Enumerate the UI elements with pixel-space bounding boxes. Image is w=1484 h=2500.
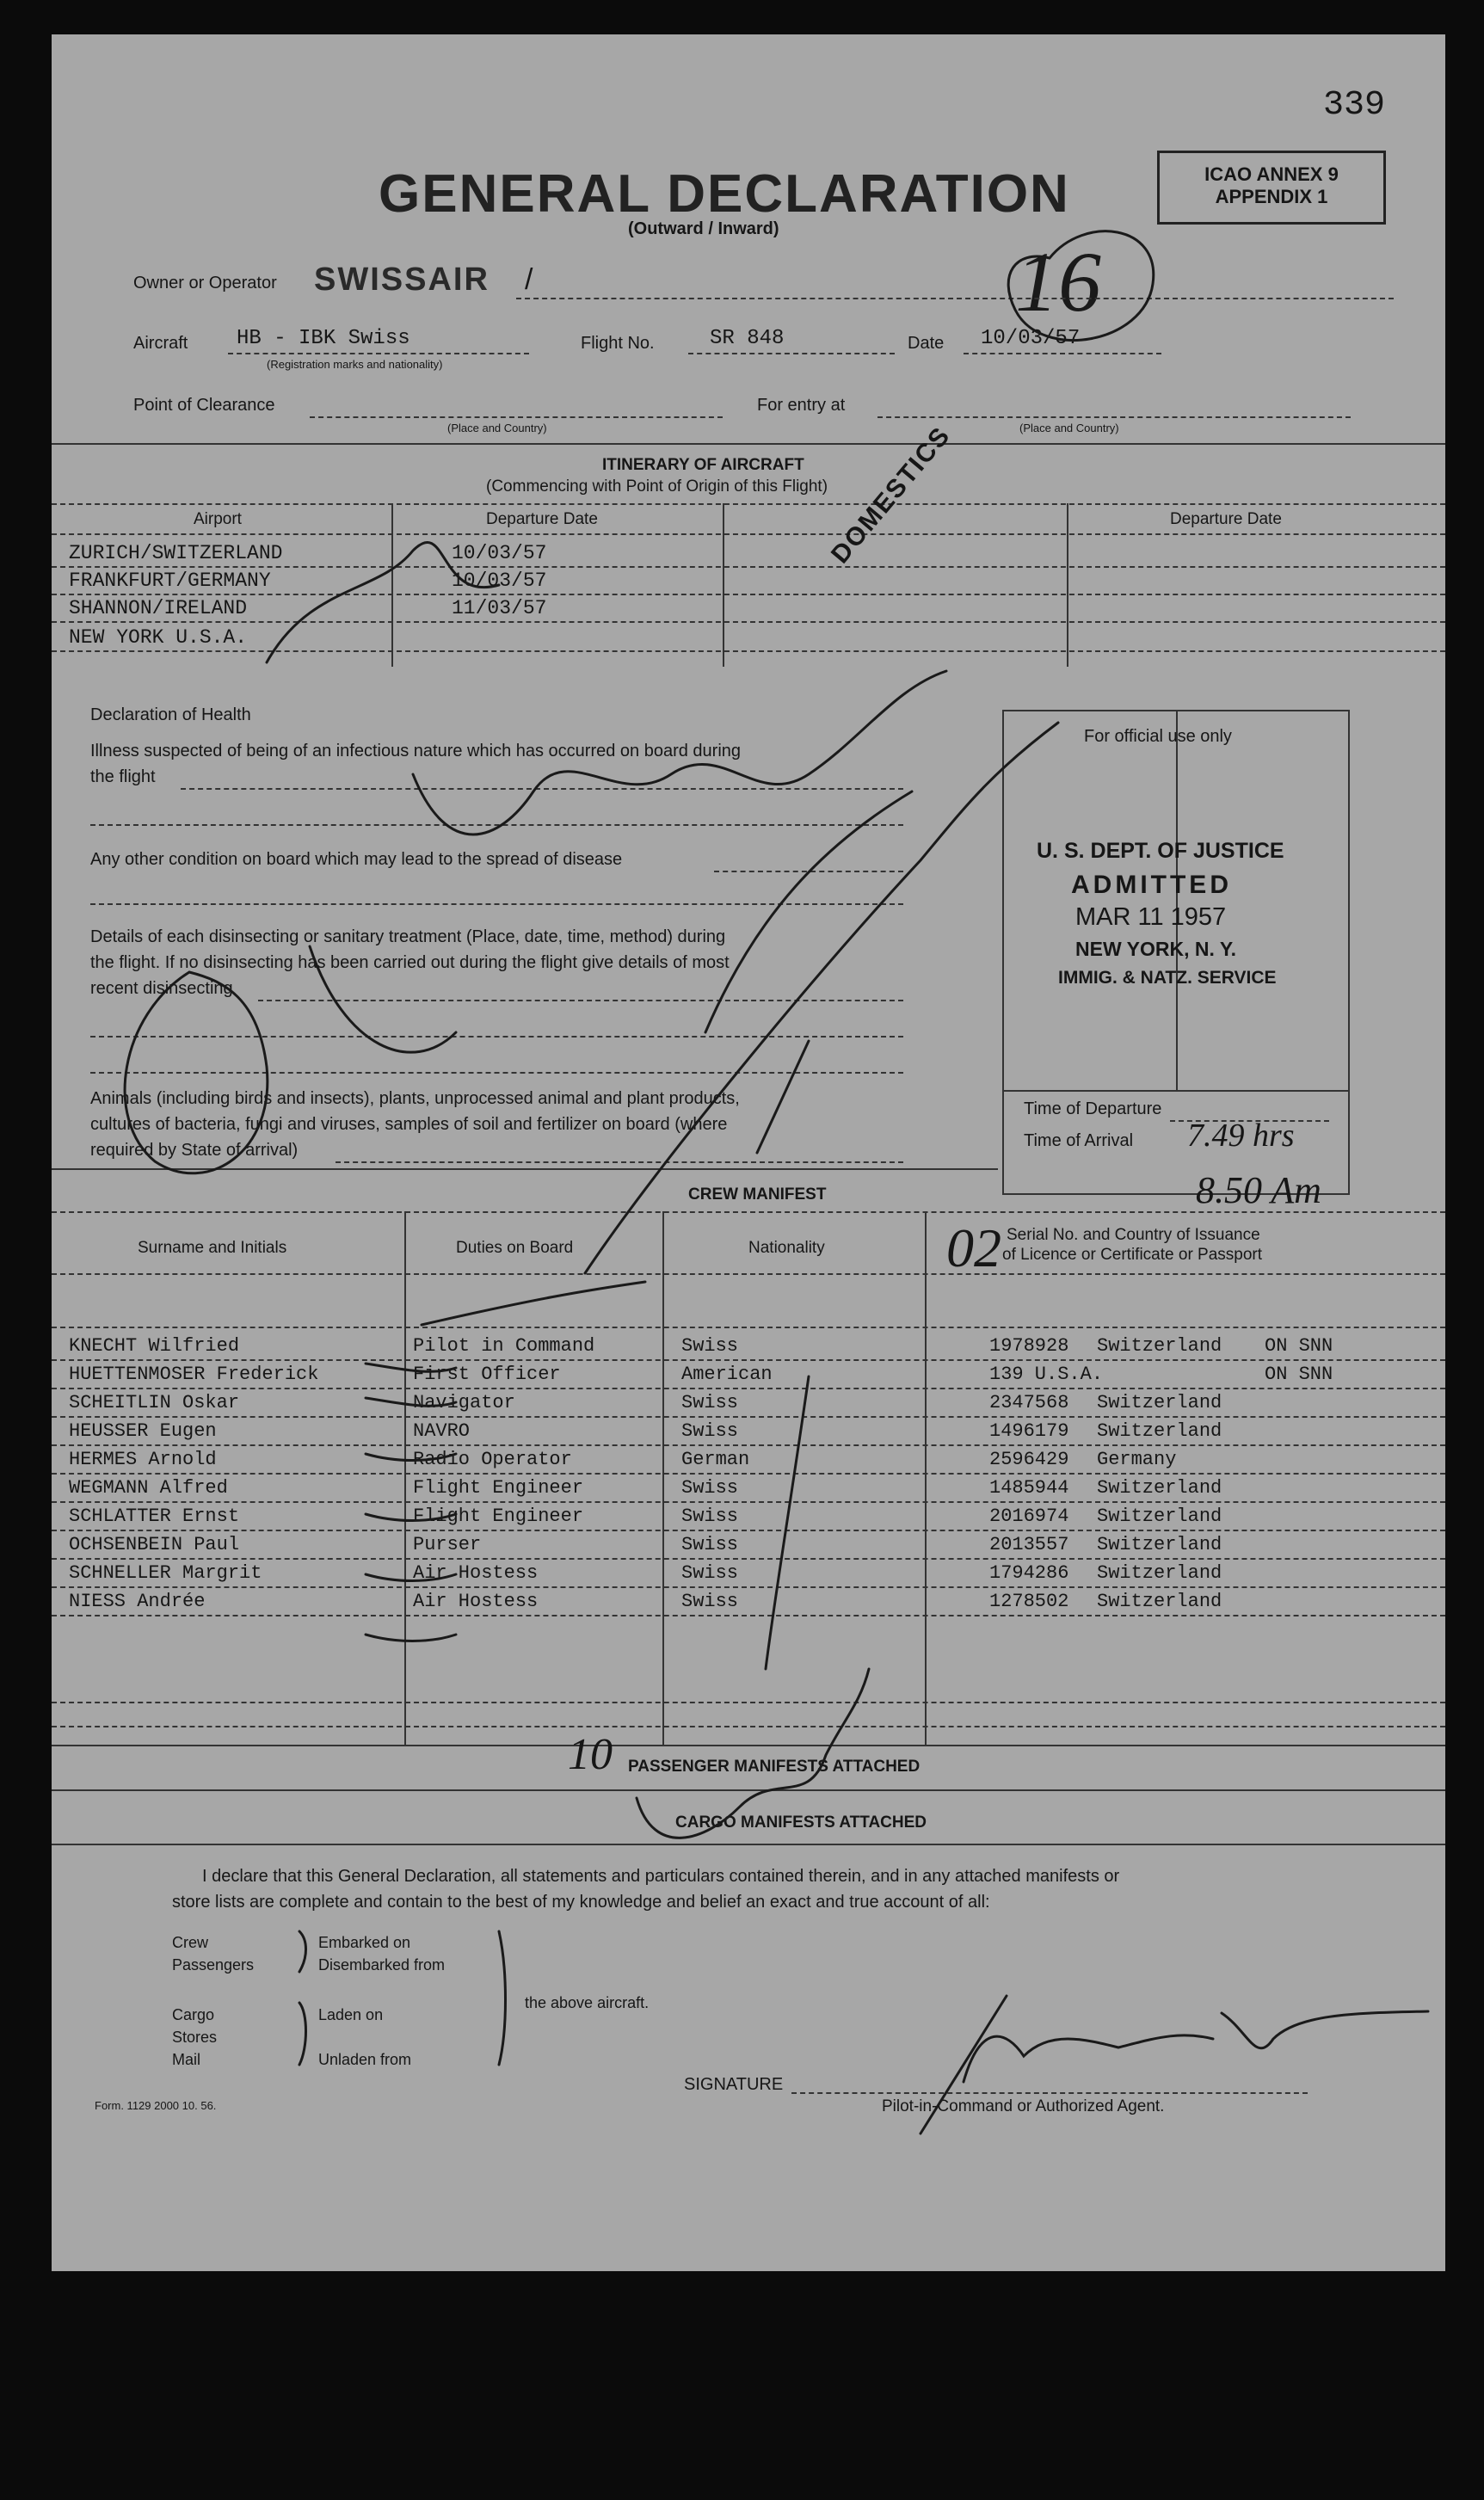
crew-serial: 2016974: [989, 1506, 1069, 1527]
circled-number: 16: [1015, 234, 1101, 329]
handwriting-overlay: [52, 34, 1445, 2271]
crew-serial: 1978928: [989, 1335, 1069, 1357]
crew-serial: 2347568: [989, 1392, 1069, 1413]
declaration-mail: Mail: [172, 2051, 201, 2068]
signature-role: Pilot-in-Command or Authorized Agent.: [882, 2097, 1165, 2115]
itinerary-airport: NEW YORK U.S.A.: [69, 626, 248, 649]
crew-nationality: Swiss: [681, 1506, 739, 1527]
health-q4-line1: Animals (including birds and insects), plants, unprocessed animal and plant products,: [90, 1089, 740, 1108]
captain-signature-stroke: [921, 1996, 1007, 2134]
itinerary-date: 10/03/57: [452, 542, 547, 564]
health-q4-line2: cultures of bacteria, fungi and viruses, samples of soil and fertilizer on board (where: [90, 1115, 728, 1134]
itinerary-title: ITINERARY OF AIRCRAFT: [602, 456, 804, 474]
crew-name: NIESS Andrée: [69, 1591, 206, 1612]
crew-nationality: Swiss: [681, 1477, 739, 1499]
declaration-cargo: Cargo: [172, 2006, 215, 2023]
declaration-bracket-3: [499, 1931, 506, 2065]
aircraft-value: HB - IBK Swiss: [237, 327, 410, 350]
page-number: 339: [1323, 86, 1386, 125]
circle-annotation-mark: [1008, 231, 1154, 341]
handwritten-time: 8.50 Am: [1196, 1169, 1321, 1211]
declaration-laden: Laden on: [318, 2006, 384, 2023]
handwritten-count: 10: [568, 1730, 613, 1779]
aircraft-note: (Registration marks and nationality): [267, 358, 443, 371]
declaration-line1: I declare that this General Declaration, all statements and particulars contained therein, and in any attached manifests or: [202, 1867, 1120, 1886]
itinerary-col-departure: Departure Date: [486, 510, 598, 528]
stamp-line-3: MAR 11 1957: [1075, 903, 1227, 931]
crew-serial: 2596429: [989, 1449, 1069, 1470]
itinerary-airport: ZURICH/SWITZERLAND: [69, 542, 283, 564]
large-loop-left: [125, 972, 268, 1173]
signature-scribble-top: [267, 542, 499, 662]
crew-country: Switzerland: [1097, 1506, 1222, 1527]
crew-duty: Radio Operator: [413, 1449, 572, 1470]
stamp-line-5: IMMIG. & NATZ. SERVICE: [1058, 968, 1277, 988]
crew-serial: 1496179: [989, 1420, 1069, 1442]
stamp-line-4: NEW YORK, N. Y.: [1075, 938, 1237, 960]
crew-annotation: 02: [946, 1217, 1001, 1278]
crew-row-tick-2: [366, 1398, 456, 1406]
signature-scribble-mid: [413, 671, 946, 834]
health-q1-line2: the flight: [90, 767, 156, 786]
crew-duty: Air Hostess: [413, 1591, 539, 1612]
arrival-time-label: Time of Arrival: [1024, 1131, 1134, 1150]
crew-duty: Flight Engineer: [413, 1506, 584, 1527]
crew-country: Switzerland: [1097, 1591, 1222, 1612]
crew-col-serial-line1: Serial No. and Country of Issuance: [1007, 1226, 1260, 1244]
crew-name: SCHLATTER Ernst: [69, 1506, 240, 1527]
crew-duty: Flight Engineer: [413, 1477, 584, 1499]
diagonal-stroke-center-2: [705, 791, 912, 1032]
declaration-stores: Stores: [172, 2029, 218, 2046]
health-q3-line2: the flight. If no disinsecting has been carried out during the flight give details of most: [90, 953, 730, 972]
itinerary-subtitle: (Commencing with Point of Origin of this Flight): [486, 477, 828, 496]
crew-country: Switzerland: [1097, 1534, 1222, 1555]
itinerary-date: 10/03/57: [452, 570, 547, 592]
crew-country: Switzerland: [1097, 1335, 1222, 1357]
crew-duty: Pilot in Command: [413, 1335, 595, 1357]
crew-col-name: Surname and Initials: [138, 1239, 287, 1257]
crew-row-tick-5: [366, 1574, 456, 1581]
itinerary-airport: FRANKFURT/GERMANY: [69, 570, 271, 592]
form-subtitle: (Outward / Inward): [628, 219, 779, 238]
crew-name: HEUSSER Eugen: [69, 1420, 217, 1442]
health-q4-line3: required by State of arrival): [90, 1141, 299, 1160]
crew-nationality: Swiss: [681, 1335, 739, 1357]
annex-line-1: ICAO ANNEX 9: [1204, 163, 1339, 185]
declaration-bracket-1: [299, 1931, 306, 1972]
crew-duty: Navigator: [413, 1392, 515, 1413]
crew-name: WEGMANN Alfred: [69, 1477, 228, 1499]
itinerary-col-departure-right: Departure Date: [1170, 510, 1282, 528]
diagonal-stroke-center: [585, 723, 1058, 1273]
crew-name: HERMES Arnold: [69, 1449, 217, 1470]
crew-row-tick-3: [366, 1454, 456, 1461]
crew-note: ON SNN: [1265, 1364, 1333, 1385]
manifest-scribble: [637, 1669, 869, 1838]
crew-nationality: Swiss: [681, 1534, 739, 1555]
crew-name: SCHEITLIN Oskar: [69, 1392, 240, 1413]
crew-row-tick-6: [366, 1635, 456, 1641]
crew-country: Germany: [1097, 1449, 1177, 1470]
date-value: 10/03/57: [981, 327, 1081, 350]
declaration-passengers: Passengers: [172, 1956, 255, 1974]
captain-signature: [964, 2011, 1428, 2082]
date-label: Date: [908, 334, 945, 353]
health-q3-line1: Details of each disinsecting or sanitary treatment (Place, date, time, method) during: [90, 927, 726, 946]
declaration-crew: Crew: [172, 1934, 209, 1951]
declaration-form: [52, 34, 1445, 2271]
crew-country: Switzerland: [1097, 1420, 1222, 1442]
crew-nationality: Swiss: [681, 1420, 739, 1442]
crew-duty: First Officer: [413, 1364, 561, 1385]
arrival-time-value: 7.49 hrs: [1187, 1118, 1295, 1154]
domestics-stamp: DOMESTICS: [826, 421, 957, 570]
crew-duty: NAVRO: [413, 1420, 471, 1442]
crew-name: SCHNELLER Margrit: [69, 1562, 262, 1584]
crew-duty: Purser: [413, 1534, 482, 1555]
crew-name: KNECHT Wilfried: [69, 1335, 240, 1357]
form-number: Form. 1129 2000 10. 56.: [95, 2099, 217, 2112]
declaration-embarked: Embarked on: [318, 1934, 411, 1951]
signature-label: SIGNATURE: [684, 2075, 784, 2094]
health-q3-line3: recent disinsecting: [90, 979, 233, 998]
declaration-disembarked: Disembarked from: [318, 1956, 446, 1974]
crew-tick-mark: [766, 1376, 809, 1669]
crew-manifest-title: CREW MANIFEST: [688, 1185, 827, 1204]
crew-col-nationality: Nationality: [748, 1239, 825, 1257]
stamp-line-1: U. S. DEPT. OF JUSTICE: [1037, 839, 1284, 863]
official-use-label: For official use only: [1084, 727, 1232, 746]
health-q1-line1: Illness suspected of being of an infectious nature which has occurred on board during: [90, 742, 742, 760]
crew-nationality: Swiss: [681, 1392, 739, 1413]
crew-nationality: German: [681, 1449, 750, 1470]
health-heading: Declaration of Health: [90, 705, 251, 724]
diagonal-stroke-left: [310, 946, 456, 1052]
form-title: GENERAL DECLARATION: [379, 164, 1070, 224]
crew-bracket: [422, 1282, 645, 1325]
checkmark-vertical: [757, 1041, 809, 1153]
crew-country: Switzerland: [1097, 1562, 1222, 1584]
crew-col-serial-line2: of Licence or Certificate or Passport: [1002, 1246, 1263, 1264]
crew-note: ON SNN: [1265, 1335, 1333, 1357]
itinerary-col-airport: Airport: [194, 510, 242, 528]
crew-nationality: American: [681, 1364, 773, 1385]
crew-nationality: Swiss: [681, 1591, 739, 1612]
crew-name: HUETTENMOSER Frederick: [69, 1364, 319, 1385]
crew-country: Switzerland: [1097, 1392, 1222, 1413]
crew-col-duties: Duties on Board: [456, 1239, 574, 1257]
clearance-label: Point of Clearance: [133, 396, 275, 415]
annex-line-2: APPENDIX 1: [1215, 186, 1328, 207]
entry-label: For entry at: [757, 396, 846, 415]
owner-value: SWISSAIR: [314, 262, 490, 298]
crew-serial: 139 U.S.A.: [989, 1364, 1104, 1385]
declaration-bracket-2: [299, 2003, 306, 2065]
crew-name: OCHSENBEIN Paul: [69, 1534, 240, 1555]
crew-duty: Air Hostess: [413, 1562, 539, 1584]
passenger-manifests: PASSENGER MANIFESTS ATTACHED: [628, 1758, 921, 1776]
crew-serial: 1794286: [989, 1562, 1069, 1584]
itinerary-date: 11/03/57: [452, 597, 547, 619]
clearance-place-note: (Place and Country): [447, 422, 547, 434]
owner-slash: /: [525, 263, 533, 296]
cargo-manifests: CARGO MANIFESTS ATTACHED: [675, 1813, 927, 1832]
crew-serial: 2013557: [989, 1534, 1069, 1555]
crew-row-tick-1: [366, 1364, 456, 1371]
declaration-aircraft: the above aircraft.: [525, 1994, 650, 2011]
crew-country: Switzerland: [1097, 1477, 1222, 1499]
owner-label: Owner or Operator: [133, 274, 277, 292]
entry-place-note: (Place and Country): [1019, 422, 1119, 434]
itinerary-airport: SHANNON/IRELAND: [69, 597, 248, 619]
health-q2: Any other condition on board which may lead to the spread of disease: [90, 850, 623, 869]
departure-time-label: Time of Departure: [1024, 1099, 1162, 1118]
crew-row-tick-4: [366, 1514, 456, 1521]
crew-serial: 1278502: [989, 1591, 1069, 1612]
flight-label: Flight No.: [581, 334, 655, 353]
stamp-line-2: ADMITTED: [1071, 871, 1232, 899]
crew-nationality: Swiss: [681, 1562, 739, 1584]
flight-value: SR 848: [710, 327, 785, 350]
crew-serial: 1485944: [989, 1477, 1069, 1499]
declaration-unladen: Unladen from: [318, 2051, 412, 2068]
aircraft-label: Aircraft: [133, 334, 188, 353]
declaration-line2: store lists are complete and contain to the best of my knowledge and belief an exact and true account of all:: [172, 1893, 990, 1912]
